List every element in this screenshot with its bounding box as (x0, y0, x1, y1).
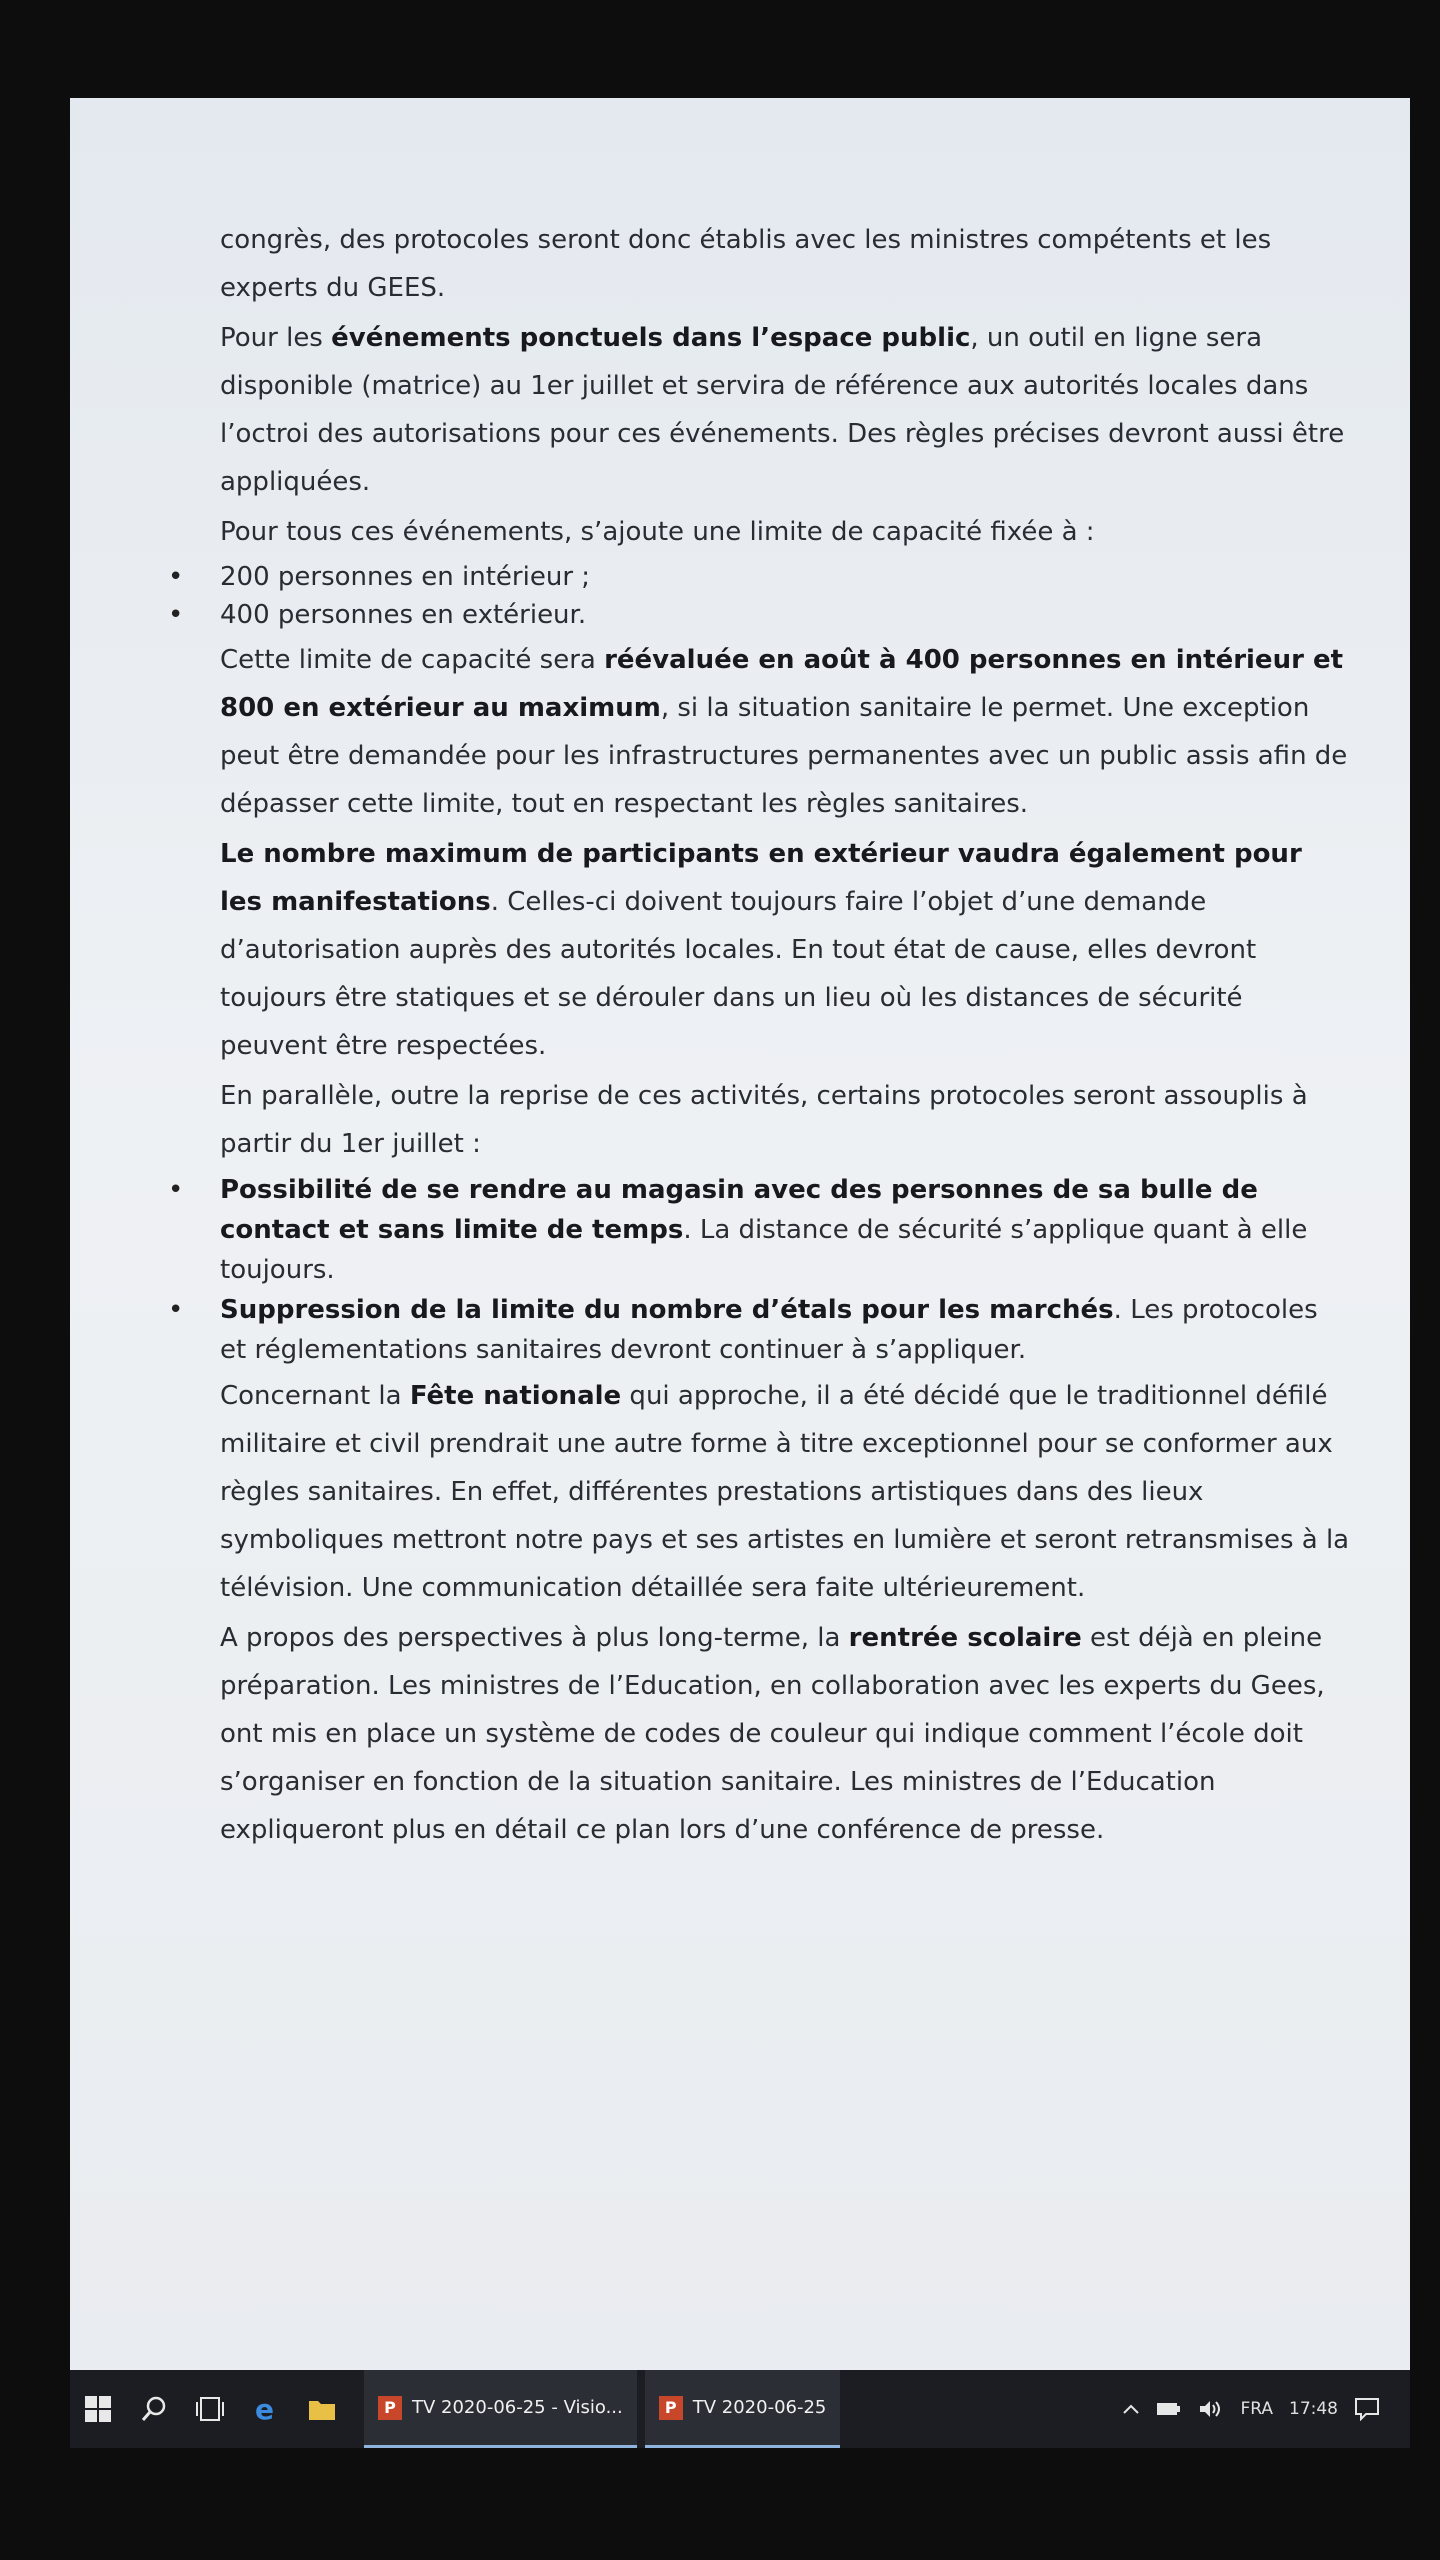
paragraph (220, 1614, 1350, 1854)
paragraph-text: Cette limite de capacité sera (220, 645, 605, 675)
svg-text:e: e (255, 2395, 274, 2423)
list-item: • 400 personnes en extérieur. (220, 596, 1350, 634)
capacity-list (220, 558, 1350, 634)
edge-browser-icon[interactable] (238, 2370, 294, 2448)
chevron-up-icon[interactable] (1122, 2403, 1140, 2415)
notifications-icon[interactable] (1354, 2397, 1380, 2421)
paragraph-text: , si la situation sanitaire le permet. Une exception peut être demandée pour les infrastructures permanentes avec un public assis afin de dépasser cette limite, tout en respectant les règles sanitaires. (220, 693, 1348, 819)
paragraph (220, 1072, 1350, 1168)
language-indicator[interactable]: FRA (1240, 2399, 1273, 2419)
paragraph-text: , un outil en ligne sera disponible (matrice) au 1er juillet et servira de référence aux autorités locales dans l’octroi des autorisations pour ces événements. Des règles précises devront aussi être appliquées. (220, 323, 1345, 497)
paragraph-text: congrès, des protocoles seront donc établis avec les ministres compétents et les experts du GEES. (220, 225, 1272, 303)
bold-text: Suppression de la limite du nombre d’étals pour les marchés (220, 1295, 1114, 1325)
list-item-text: . Les protocoles et réglementations sanitaires devront continuer à s’appliquer. (220, 1295, 1318, 1365)
clock[interactable]: 17:48 (1289, 2399, 1338, 2419)
system-tray (1122, 2397, 1410, 2421)
paragraph-text: Concernant la (220, 1381, 410, 1411)
document-body (220, 216, 1350, 1856)
list-item (220, 1290, 1350, 1370)
paragraph-text: Pour tous ces événements, s’ajoute une limite de capacité fixée à : (220, 517, 1095, 547)
bold-text: réévaluée en août à 400 personnes en intérieur et 800 en extérieur au maximum (220, 645, 1344, 723)
paragraph-text: A propos des perspectives à plus long-terme, la (220, 1623, 849, 1653)
bold-text: événements ponctuels dans l’espace public (331, 323, 971, 353)
paragraph (220, 216, 1350, 312)
paragraph (220, 314, 1350, 506)
search-icon[interactable] (126, 2370, 182, 2448)
paragraph-text: . Celles-ci doivent toujours faire l’objet d’une demande d’autorisation auprès des autorités locales. En tout état de cause, elles devront toujours être statiques et se dérouler dans un lieu où les distances de sécurité peuvent être respectées. (220, 887, 1257, 1061)
monitor-screen (70, 98, 1410, 2380)
paragraph (220, 508, 1350, 556)
bold-text: rentrée scolaire (848, 1623, 1082, 1653)
taskbar-app-label: TV 2020-06-25 (692, 2397, 827, 2418)
paragraph (220, 636, 1350, 828)
paragraph-text: qui approche, il a été décidé que le traditionnel défilé militaire et civil prendrait une autre forme à titre exceptionnel pour se conformer aux règles sanitaires. En effet, différentes prestations artistiques dans des lieux symboliques mettront notre pays et ses artistes en lumière et seront retransmises à la télévision. Une communication détaillée sera faite ultérieurement. (220, 1381, 1350, 1603)
protocols-list (220, 1170, 1350, 1370)
file-explorer-icon[interactable] (294, 2370, 350, 2448)
taskbar-app-label: TV 2020-06-25 - Visio... (412, 2397, 623, 2418)
taskbar-app-powerpoint-2[interactable] (645, 2370, 841, 2448)
bold-text: Le nombre maximum de participants en extérieur vaudra également pour les manifestations (220, 839, 1302, 917)
list-item (220, 1170, 1350, 1290)
volume-icon[interactable] (1198, 2399, 1224, 2419)
taskbar (70, 2370, 1410, 2448)
windows-start-icon[interactable] (70, 2370, 126, 2448)
powerpoint-icon: P (659, 2396, 683, 2420)
paragraph-text: Pour les (220, 323, 332, 353)
list-item-text: . La distance de sécurité s’applique quant à elle toujours. (220, 1215, 1308, 1285)
battery-icon[interactable] (1156, 2401, 1182, 2417)
paragraph-text: En parallèle, outre la reprise de ces activités, certains protocoles seront assouplis à partir du 1er juillet : (220, 1081, 1308, 1159)
paragraph (220, 830, 1350, 1070)
taskbar-app-powerpoint-1[interactable] (364, 2370, 637, 2448)
list-item: • 200 personnes en intérieur ; (220, 558, 1350, 596)
powerpoint-icon: P (378, 2396, 402, 2420)
bold-text: Possibilité de se rendre au magasin avec des personnes de sa bulle de contact et sans limite de temps (220, 1175, 1258, 1245)
paragraph-text: est déjà en pleine préparation. Les ministres de l’Education, en collaboration avec les experts du Gees, ont mis en place un système de codes de couleur qui indique comment l’école doit s’organiser en fonction de la situation sanitaire. Les ministres de l’Education expliqueront plus en détail ce plan lors d’une conférence de presse. (220, 1623, 1325, 1845)
paragraph (220, 1372, 1350, 1612)
bold-text: Fête nationale (409, 1381, 622, 1411)
task-view-icon[interactable] (182, 2370, 238, 2448)
